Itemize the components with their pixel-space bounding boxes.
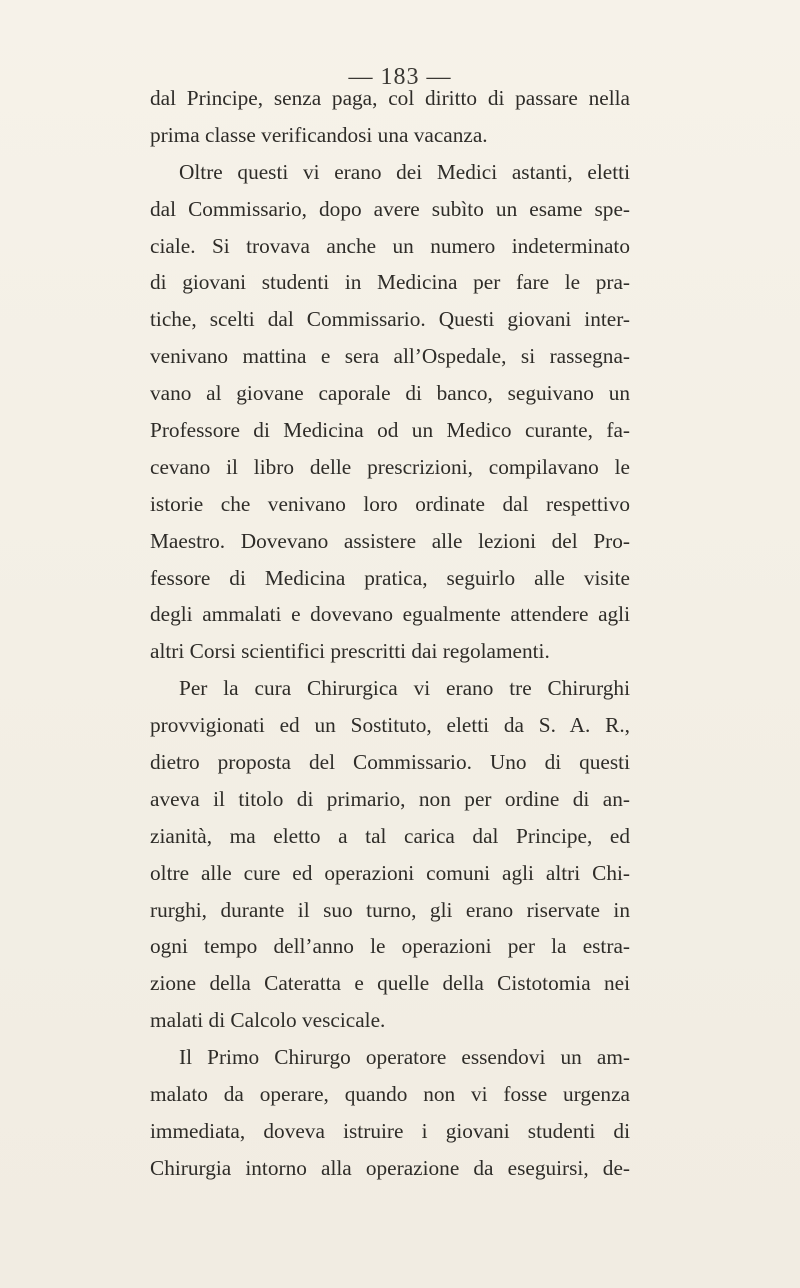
text-line: dal Principe, senza paga, col diritto di passare nella (150, 86, 630, 110)
text-line: malato da operare, quando non vi fosse urgenza (150, 1082, 630, 1107)
text-line: immediata, doveva istruire i giovani studenti di (150, 1118, 630, 1143)
text-line: zianità, ma eletto a tal carica dal Principe, ed (150, 823, 630, 848)
text-line: fessore di Medicina pratica, seguirlo alle visite (150, 565, 630, 590)
paragraph (150, 80, 630, 154)
text-line: Per la cura Chirurgica vi erano tre Chirurghi (179, 676, 630, 701)
text-line: zione della Cateratta e quelle della Cistotomia nei (150, 971, 630, 996)
text-line: tiche, scelti dal Commissario. Questi giovani inter- (150, 307, 630, 332)
text-line: degli ammalati e dovevano egualmente attendere agli (150, 602, 630, 627)
text-line: ciale. Si trovava anche un numero indeterminato (150, 233, 630, 258)
text-line: vano al giovane caporale di banco, seguivano un (150, 381, 630, 406)
paragraph (150, 1039, 630, 1187)
text-line: malati di Calcolo vescicale. (150, 1008, 386, 1033)
text-line: provvigionati ed un Sostituto, eletti da S. A. R., (150, 713, 630, 738)
body-text (150, 80, 630, 1187)
text-line: venivano mattina e sera all’Ospedale, si rassegna- (150, 344, 630, 369)
text-line: aveva il titolo di primario, non per ordine di an- (150, 786, 630, 811)
text-line: rurghi, durante il suo turno, gli erano riservate in (150, 897, 630, 922)
text-line: dietro proposta del Commissario. Uno di questi (150, 750, 630, 775)
text-line: dal Commissario, dopo avere subìto un esame spe- (150, 196, 630, 221)
text-line: Maestro. Dovevano assistere alle lezioni del Pro- (150, 528, 630, 553)
text-line: di giovani studenti in Medicina per fare le pra- (150, 270, 630, 295)
text-line: altri Corsi scientifici prescritti dai regolamenti. (150, 639, 550, 664)
paragraph (150, 154, 630, 670)
paragraph (150, 670, 630, 1039)
page-number: — 183 — (348, 64, 452, 90)
text-line: ogni tempo dell’anno le operazioni per la estra- (150, 934, 630, 959)
text-line: Professore di Medicina od un Medico curante, fa- (150, 418, 630, 443)
text-line: istorie che venivano loro ordinate dal respettivo (150, 491, 630, 516)
text-line: cevano il libro delle prescrizioni, compilavano le (150, 454, 630, 479)
text-line: prima classe verificandosi una vacanza. (150, 122, 488, 147)
text-line: Il Primo Chirurgo operatore essendovi un am- (179, 1045, 630, 1070)
text-line: Oltre questi vi erano dei Medici astanti, eletti (179, 159, 630, 184)
text-line: Chirurgia intorno alla operazione da eseguirsi, de- (150, 1155, 630, 1180)
text-line: oltre alle cure ed operazioni comuni agli altri Chi- (150, 860, 630, 885)
